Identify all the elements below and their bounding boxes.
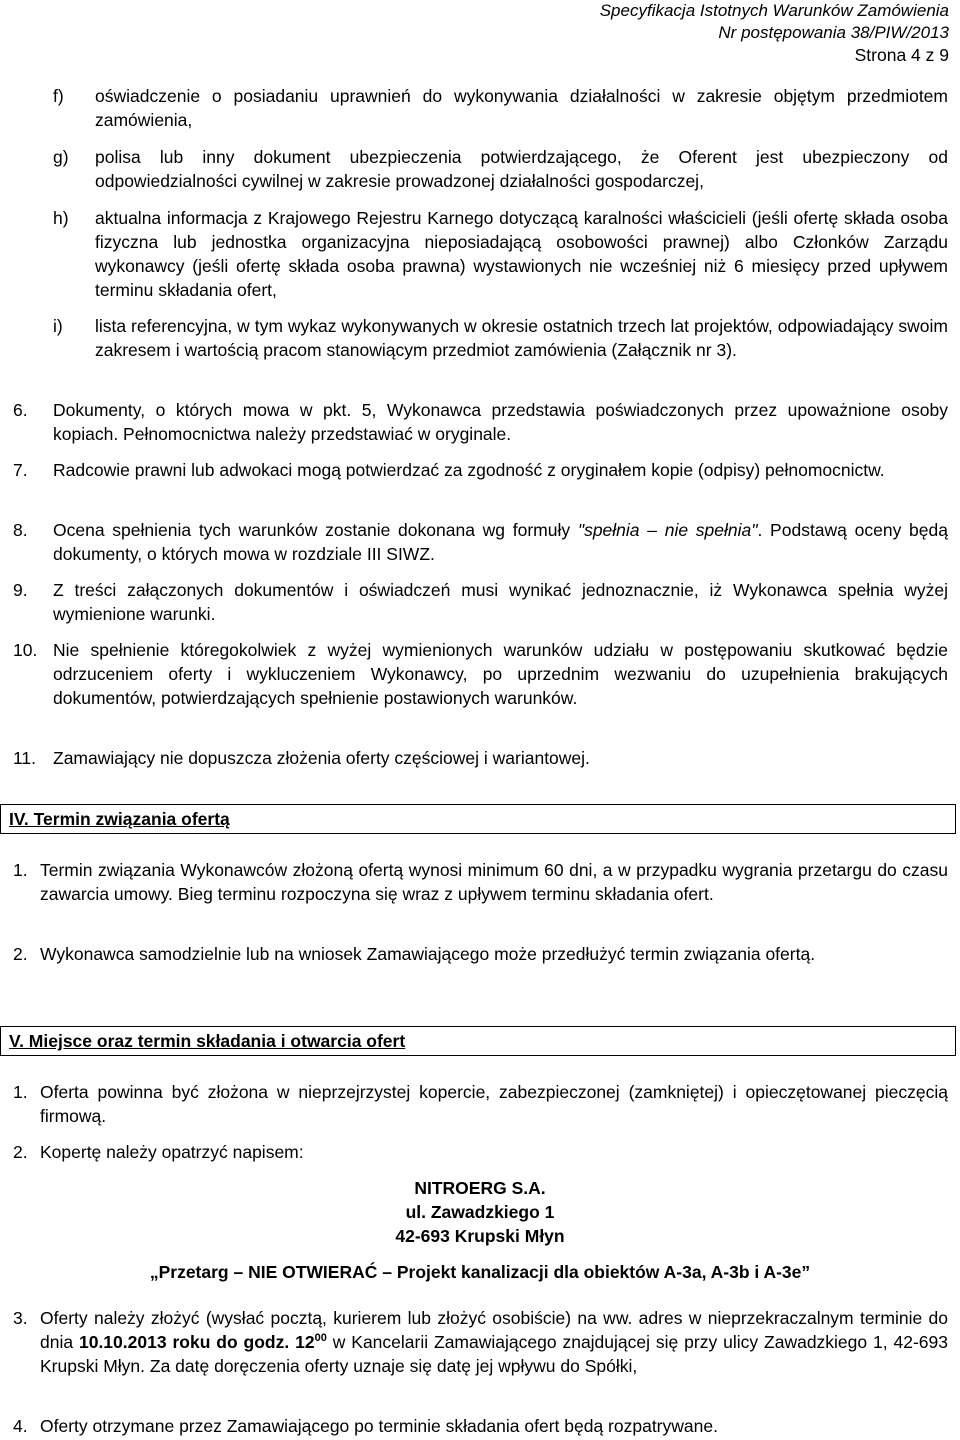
item-marker: g) <box>53 147 69 167</box>
address-city: 42-693 Krupski Młyn <box>395 1226 565 1246</box>
section-title: V. Miejsce oraz termin składania i otwarcia ofert <box>9 1031 406 1051</box>
item-marker: 1. <box>13 1082 28 1102</box>
list-item-f <box>53 84 948 132</box>
item-text: Radcowie prawni lub adwokaci mogą potwierdzać za zgodność z oryginałem kopie (odpisy) pełnomocnictw. <box>53 460 885 480</box>
item-marker: 6. <box>13 400 28 420</box>
point-8 <box>13 518 948 566</box>
item-marker: 11. <box>13 748 37 768</box>
list-item-h <box>53 206 948 302</box>
item-marker: h) <box>53 208 69 228</box>
item-text: Nie spełnienie któregokolwiek z wyżej wymienionych warunków udziału w postępowaniu skutkować będzie odrzuceniem oferty i wykluczeniem Wykonawcy, po uprzednim wezwaniu do uzupełnienia brakujących dokumentów, potwierdzających spełnienie postawionych warunków. <box>53 640 948 708</box>
point-11 <box>13 746 948 770</box>
item-marker: f) <box>53 86 64 106</box>
item-marker: 3. <box>13 1308 28 1328</box>
item-text-part: Ocena spełnienia tych warunków zostanie dokonana wg formuły <box>53 520 578 540</box>
document-title: Specyfikacja Istotnych Warunków Zamówienia <box>599 1 949 20</box>
item-marker: 1. <box>13 860 28 880</box>
item-marker: 4. <box>13 1416 28 1436</box>
item-marker: 2. <box>13 944 28 964</box>
section-iv-item-2 <box>13 942 948 966</box>
item-text: Wykonawca samodzielnie lub na wniosek Zamawiającego może przedłużyć termin związania ofertą. <box>40 944 816 964</box>
item-text: Kopertę należy opatrzyć napisem: <box>40 1142 304 1162</box>
point-10 <box>13 638 948 710</box>
item-text: Dokumenty, o których mowa w pkt. 5, Wykonawca przedstawia poświadczonych przez upoważnione osoby kopiach. Pełnomocnictwa należy przedstawiać w oryginale. <box>53 400 948 444</box>
item-marker: 7. <box>13 460 28 480</box>
item-marker: 10. <box>13 640 38 660</box>
item-text: Oferta powinna być złożona w nieprzejrzystej kopercie, zabezpieczonej (zamkniętej) i opieczętowanej pieczęcią firmową. <box>40 1082 948 1126</box>
section-v-item-3 <box>13 1306 948 1378</box>
point-6 <box>13 398 948 446</box>
item-text: Termin związania Wykonawców złożoną ofertą wynosi minimum 60 dni, a w przypadku wygrania przetargu do czasu zawarcia umowy. Bieg terminu rozpoczyna się wraz z upływem terminu składania ofert. <box>40 860 948 904</box>
section-v-item-2 <box>13 1140 948 1164</box>
item-text: aktualna informacja z Krajowego Rejestru Karnego dotyczącą karalności właścicieli (jeśli ofertę składa osoba fizyczna lub jednostka organizacyjna nieposiadającą osobowości prawnej) albo Członków Zarządu wykonawcy (jeśli ofertę składa osoba prawna) wystawionych nie wcześniej niż 6 miesięcy przed upływem terminu składania ofert, <box>95 208 948 300</box>
point-9 <box>13 578 948 626</box>
page-number: Strona 4 z 9 <box>854 45 949 65</box>
item-text: oświadczenie o posiadaniu uprawnień do wykonywania działalności w zakresie objętym przedmiotem zamówienia, <box>95 86 948 130</box>
item-text: Zamawiający nie dopuszcza złożenia oferty częściowej i wariantowej. <box>53 748 590 768</box>
section-iv-item-1 <box>13 858 948 906</box>
item-marker: 8. <box>13 520 28 540</box>
item-text-part: . Podstawą oceny będą dokumenty, o których mowa w rozdziale III SIWZ. <box>53 520 948 564</box>
item-marker: 9. <box>13 580 28 600</box>
point-7 <box>13 458 948 482</box>
address-street: ul. Zawadzkiego 1 <box>405 1202 555 1222</box>
formula-text: "spełnia – nie spełnia" <box>577 520 758 540</box>
section-v-item-4 <box>13 1414 948 1438</box>
procedure-number: Nr postępowania 38/PIW/2013 <box>718 23 949 42</box>
page-header <box>600 0 949 66</box>
item-marker: 2. <box>13 1142 28 1162</box>
item-text: lista referencyjna, w tym wykaz wykonywanych w okresie ostatnich trzech lat projektów, odpowiadający swoim zakresem i wartością pracom stanowiącym przedmiot zamówienia (Załącznik nr 3). <box>95 316 948 360</box>
deadline-date: 10.10.2013 roku do godz. 12 <box>78 1332 315 1352</box>
section-iv-heading <box>0 804 956 834</box>
envelope-label: „Przetarg – NIE OTWIERAĆ – Projekt kanalizacji dla obiektów A-3a, A-3b i A-3e” <box>149 1262 811 1282</box>
deadline-minutes: 00 <box>314 1332 327 1345</box>
section-v-heading <box>0 1026 956 1056</box>
address-company: NITROERG S.A. <box>414 1178 546 1198</box>
item-text: Oferty otrzymane przez Zamawiającego po terminie składania ofert będą rozpatrywane. <box>40 1416 718 1436</box>
item-text <box>40 1306 948 1378</box>
list-item-g <box>53 145 948 193</box>
section-title: IV. Termin związania ofertą <box>9 809 230 829</box>
item-text: Z treści załączonych dokumentów i oświadczeń musi wynikać jednoznacznie, iż Wykonawca spełnia wyżej wymienione warunki. <box>53 580 948 624</box>
item-text <box>53 518 948 566</box>
item-text: polisa lub inny dokument ubezpieczenia potwierdzającego, że Oferent jest ubezpieczony od odpowiedzialności cywilnej w zakresie prowadzonej działalności gospodarczej, <box>95 147 948 191</box>
list-item-i <box>53 314 948 362</box>
item-text-part: Oferty należy złożyć (wysłać pocztą, kurierem lub złożyć osobiście) na ww. adres w nieprzekraczalnym terminie do dnia <box>40 1308 948 1352</box>
section-v-item-1 <box>13 1080 948 1128</box>
item-marker: i) <box>53 316 63 336</box>
item-text-part: w Kancelarii Zamawiającego znajdującej się przy ulicy Zawadzkiego 1, 42-693 Krupski Młyn. Za datę doręczenia oferty uznaje się datę jej wpływu do Spółki, <box>40 1332 949 1376</box>
